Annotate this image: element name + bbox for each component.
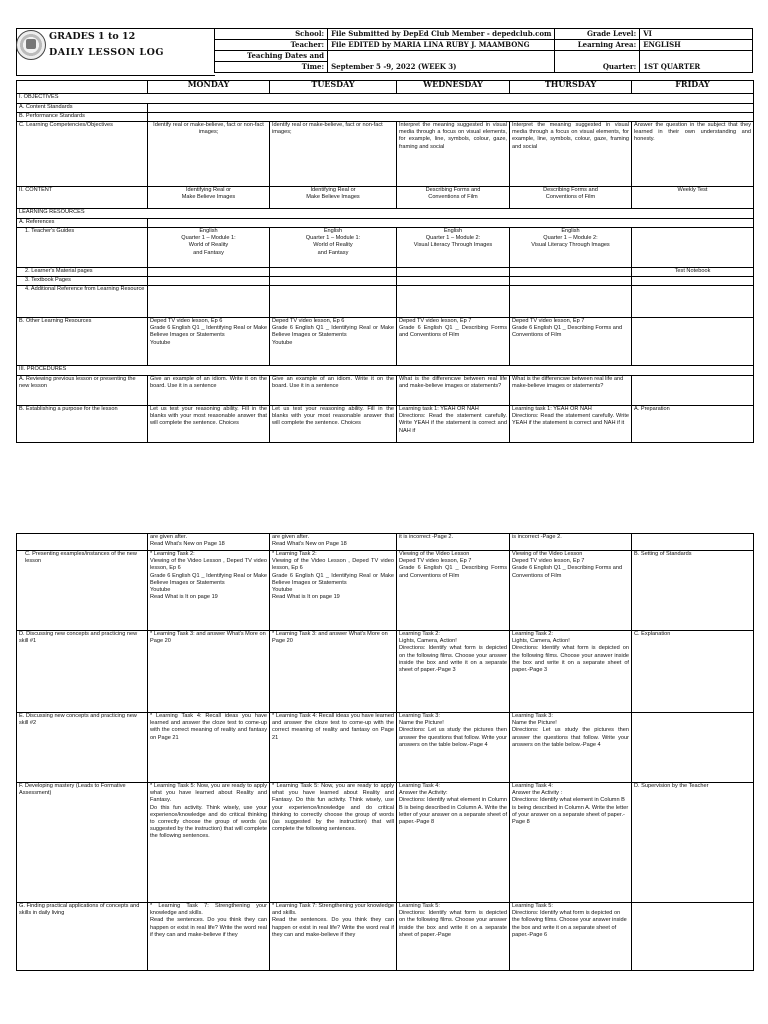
label-content-standards: A. Content Standards bbox=[17, 104, 148, 113]
header-meta-table bbox=[214, 28, 753, 73]
section-procedures: III. PROCEDURES bbox=[17, 366, 754, 376]
tg-thursday: English Quarter 1 – Module 2: Visual Literacy Through Images bbox=[510, 228, 632, 268]
label-learners-material: 2. Learner's Material pages bbox=[17, 268, 148, 277]
proc-f-tuesday: * Learning Task 5: Now, you are ready to apply what you have learned about Reality and Fantasy. Do this fun activity. Think wisely, use your experience/knowledge and do critical thinking to correctly choose the group of words (as suggested by the instruction) that will complete the following sentences. bbox=[270, 783, 397, 903]
proc-f-friday: D. Supervision by the Teacher bbox=[632, 783, 754, 903]
empty-cell bbox=[148, 113, 754, 122]
other-friday bbox=[632, 318, 754, 366]
content-monday: Identifying Real or Make Believe Images bbox=[148, 187, 270, 209]
proc-a-wednesday: What is the differencwe between real life and make-believe images or statements? bbox=[397, 376, 510, 406]
proc-b-monday: Let us test your reasoning ability. Fill in the blanks with your most reasonable answer that will complete the sentence. Choices bbox=[148, 406, 270, 443]
empty-cell bbox=[510, 277, 632, 286]
proc-c-thursday: Viewing of the Video Lesson Deped TV video lesson, Ep 7 Grade 6 English Q1 _ Describing Forms and Conventions of Film bbox=[510, 551, 632, 631]
proc-g-friday bbox=[632, 903, 754, 971]
proc-f-wednesday: Learning Task 4: Answer the Activity: Directions: Identify what element in Column B is being described in Column A. Write the letter of your answer on a separate sheet of paper.-Page 8 bbox=[397, 783, 510, 903]
label-proc-b: B. Establishing a purpose for the lesson bbox=[17, 406, 148, 443]
proc-c-friday: B. Setting of Standards bbox=[632, 551, 754, 631]
proc-b-thursday: Learning task 1: YEAH OR NAH Directions: Read the statement carefully. Write YEAH if the statement is correct and NAH if it bbox=[510, 406, 632, 443]
proc-e-thursday: Learning Task 3: Name the Picture! Directions: Let us study the pictures then answer the questions that follow. Write your answers on the table below.-Page 4 bbox=[510, 713, 632, 783]
day-tuesday: TUESDAY bbox=[270, 81, 397, 94]
content-thursday: Describing Forms and Conventions of Film bbox=[510, 187, 632, 209]
proc-e-tuesday: * Learning Task 4: Recall ideas you have learned and answer the cloze test to come-up with the correct meaning of reality and fantasy on Page 21 bbox=[270, 713, 397, 783]
area-value: ENGLISH bbox=[640, 40, 753, 51]
empty-cell bbox=[632, 286, 754, 318]
day-thursday: THURSDAY bbox=[510, 81, 632, 94]
proc-g-wednesday: Learning Task 5: Directions: Identify what form is depicted on the following films. Choose your answer inside the box and write it on a separate sheet of paper.-Page bbox=[397, 903, 510, 971]
comp-thursday: Interpret the meaning suggested in visual media through a focus on visual elements, for example, line, symbols, colour, gaze, framing and social bbox=[510, 122, 632, 187]
day-monday: MONDAY bbox=[148, 81, 270, 94]
empty-cell bbox=[148, 286, 270, 318]
empty-cell bbox=[148, 268, 270, 277]
label-proc-c: C. Presenting examples/instances of the new lesson bbox=[17, 551, 148, 631]
grade-label: Grade Level: bbox=[555, 29, 640, 40]
empty-cell bbox=[397, 286, 510, 318]
cont-friday bbox=[632, 534, 754, 551]
proc-d-tuesday: * Learning Task 3: and answer What's More on Page 20 bbox=[270, 631, 397, 713]
teacher-value: File EDITED by MARIA LINA RUBY J. MAAMBONG bbox=[328, 40, 555, 51]
comp-wednesday: Interpret the meaning suggested in visual media through a focus on visual elements, for example, line, symbols, colour, gaze, framing and social bbox=[397, 122, 510, 187]
tg-wednesday: English Quarter 1 – Module 2: Visual Literacy Through Images bbox=[397, 228, 510, 268]
empty-cell bbox=[270, 286, 397, 318]
empty-cell bbox=[148, 277, 270, 286]
proc-a-thursday: What is the differencwe between real life and make-believe images or statements? bbox=[510, 376, 632, 406]
proc-b-friday: A. Preparation bbox=[632, 406, 754, 443]
proc-d-wednesday: Learning Task 2: Lights, Camera, Action! Directions: Identify what form is depicted on the following films. Choose your answer inside the box and write it on a separate sheet of paper.-Page 3 bbox=[397, 631, 510, 713]
label-textbook-pages: 3. Textbook Pages bbox=[17, 277, 148, 286]
proc-d-monday: * Learning Task 3: and answer What's More on Page 20 bbox=[148, 631, 270, 713]
proc-g-tuesday: * Learning Task 7: Strengthening your knowledge and skills. Read the sentences. Do you think they can happen or exist in real life? Write the word real if they can and make-believe if they bbox=[270, 903, 397, 971]
proc-c-tuesday: * Learning Task 2: Viewing of the Video Lesson , Deped TV video lesson, Ep 6 Grade 6 English Q1 _ Identifying Real or Make Believe Images or Statements Youtube Read What is It on page 19 bbox=[270, 551, 397, 631]
empty-cell bbox=[510, 268, 632, 277]
proc-a-tuesday: Give an example of an idiom. Write it on the board. Use it in a sentence bbox=[270, 376, 397, 406]
proc-d-friday: C. Explanation bbox=[632, 631, 754, 713]
school-label: School: bbox=[215, 29, 328, 40]
deped-seal-icon bbox=[16, 30, 46, 60]
comp-monday: Identify real or make-believe, fact or non-fact images; bbox=[148, 122, 270, 187]
area-label: Learning Area: bbox=[555, 40, 640, 51]
lesson-log-table-2 bbox=[16, 533, 754, 971]
proc-c-monday: * Learning Task 2: Viewing of the Video Lesson , Deped TV video lesson, Ep 6 Grade 6 English Q1 _ Identifying Real or Make Believe Images or Statements Youtube Read What is It on page 19 bbox=[148, 551, 270, 631]
label-competencies: C. Learning Competencies/Objectives bbox=[17, 122, 148, 187]
proc-f-thursday: Learning Task 4: Answer the Activity : Directions: Identify what element in Column B is being described in Column A. Write the letter of your answer on a separate sheet of paper.-Page 8 bbox=[510, 783, 632, 903]
cont-monday: are given after. Read What's New on Page 18 bbox=[148, 534, 270, 551]
other-tuesday: Deped TV video lesson, Ep 6 Grade 6 English Q1 _ Identifying Real or Make Believe Images or Statements Youtube bbox=[270, 318, 397, 366]
teacher-label: Teacher: bbox=[215, 40, 328, 51]
proc-e-monday: * Learning Task 4: Recall ideas you have learned and answer the cloze test to come-up with the correct meaning of reality and fantasy on Page 21 bbox=[148, 713, 270, 783]
label-performance-standards: B. Performance Standards bbox=[17, 113, 148, 122]
empty-cell bbox=[510, 286, 632, 318]
content-friday: Weekly Test bbox=[632, 187, 754, 209]
quarter-value: 1ST QUARTER bbox=[640, 51, 753, 73]
proc-b-tuesday: Let us test your reasoning ability. Fill in the blanks with your most reasonable answer that will complete the sentence. Choices bbox=[270, 406, 397, 443]
other-monday: Deped TV video lesson, Ep 6 Grade 6 English Q1 _ Identifying Real or Make Believe Images or Statements Youtube bbox=[148, 318, 270, 366]
day-friday: FRIDAY bbox=[632, 81, 754, 94]
proc-f-monday: * Learning Task 5: Now, you are ready to apply what you have learned about Reality and Fantasy. Do this fun activity. Think wisely, use your experience/knowledge and do critical thinking to correctly choose the group of words (as suggested by the instruction) that will complete the following sentences. bbox=[148, 783, 270, 903]
label-references: A. References bbox=[17, 219, 148, 228]
school-value: File Submitted by DepEd Club Member - depedclub.com bbox=[328, 29, 555, 40]
other-thursday: Deped TV video lesson, Ep 7 Grade 6 English Q1 _ Describing Forms and Conventions of Film bbox=[510, 318, 632, 366]
empty-cell bbox=[148, 104, 754, 113]
label-proc-e: E. Discussing new concepts and practicing new skill #2 bbox=[17, 713, 148, 783]
section-resources: LEARNING RESOURCES bbox=[17, 209, 754, 219]
cont-tuesday: are given after. Read What's New on Page 18 bbox=[270, 534, 397, 551]
empty-cell bbox=[270, 277, 397, 286]
tg-monday: English Quarter 1 – Module 1: World of Reality and Fantasy bbox=[148, 228, 270, 268]
empty-cell bbox=[17, 534, 148, 551]
proc-b-wednesday: Learning task 1: YEAH OR NAH Directions: Read the statement carefully. Write YEAH if the statement is correct and NAH if bbox=[397, 406, 510, 443]
label-proc-f: F. Developing mastery (Leads to Formative Assessment) bbox=[17, 783, 148, 903]
dates-value: September 5 -9, 2022 (WEEK 3) bbox=[328, 51, 555, 73]
lm-friday: Test Notebook bbox=[632, 268, 754, 277]
proc-g-monday: * Learning Task 7: Strengthening your knowledge and skills. Read the sentences. Do you think they can happen or exist in real life? Write the word real if they can and make-believe if they bbox=[148, 903, 270, 971]
comp-friday: Answer the question in the subject that they learned in their own understanding and honesty. bbox=[632, 122, 754, 187]
label-additional-reference: 4. Additional Reference from Learning Resource bbox=[17, 286, 148, 318]
time-label: Time: bbox=[215, 62, 328, 73]
empty-cell bbox=[397, 268, 510, 277]
tg-tuesday: English Quarter 1 – Module 1: World of Reality and Fantasy bbox=[270, 228, 397, 268]
proc-a-friday bbox=[632, 376, 754, 406]
content-tuesday: Identifying Real or Make Believe Images bbox=[270, 187, 397, 209]
proc-g-thursday: Learning Task 5: Directions: Identify what form is depicted on the following films. Choose your answer inside the box and write it on a separate sheet of paper.-Page 6 bbox=[510, 903, 632, 971]
empty-cell bbox=[397, 277, 510, 286]
empty-cell bbox=[148, 219, 754, 228]
cont-thursday: is incorrect -Page 2. bbox=[510, 534, 632, 551]
proc-d-thursday: Learning Task 2: Lights, Camera, Action! Directions: Identify what form is depicted on the following films. Choose your answer inside the box and write it on a separate sheet of paper.-Page 3 bbox=[510, 631, 632, 713]
dates-label: Teaching Dates and bbox=[215, 51, 328, 62]
label-proc-g: G. Finding practical applications of concepts and skills in daily living bbox=[17, 903, 148, 971]
label-teachers-guides: 1. Teacher's Guides bbox=[17, 228, 148, 268]
grade-value: VI bbox=[640, 29, 753, 40]
section-objectives: I. OBJECTIVES bbox=[17, 94, 754, 104]
title-dll: DAILY LESSON LOG bbox=[49, 47, 164, 58]
day-wednesday: WEDNESDAY bbox=[397, 81, 510, 94]
comp-tuesday: Identify real or make-believe, fact or non-fact images; bbox=[270, 122, 397, 187]
label-proc-d: D. Discussing new concepts and practicing new skill #1 bbox=[17, 631, 148, 713]
page-2 bbox=[16, 533, 753, 971]
cont-wednesday: it is incorrect -Page 2. bbox=[397, 534, 510, 551]
proc-a-monday: Give an example of an idiom. Write it on the board. Use it in a sentence bbox=[148, 376, 270, 406]
title-grades: GRADES 1 to 12 bbox=[49, 31, 136, 42]
proc-e-friday bbox=[632, 713, 754, 783]
content-wednesday: Describing Forms and Conventions of Film bbox=[397, 187, 510, 209]
empty-cell bbox=[270, 268, 397, 277]
dll-header bbox=[16, 28, 753, 76]
page-1 bbox=[16, 28, 753, 443]
tg-friday bbox=[632, 228, 754, 268]
label-proc-a: A. Reviewing previous lesson or presenting the new lesson bbox=[17, 376, 148, 406]
empty-cell bbox=[632, 277, 754, 286]
corner-cell bbox=[17, 81, 148, 94]
label-other-resources: B. Other Learning Resources bbox=[17, 318, 148, 366]
quarter-label: Quarter: bbox=[555, 51, 640, 73]
label-content: II. CONTENT bbox=[17, 187, 148, 209]
proc-e-wednesday: Learning Task 3: Name the Picture! Directions: Let us study the pictures then answer the questions that follow. Write your answers on the table below.-Page 4 bbox=[397, 713, 510, 783]
proc-c-wednesday: Viewing of the Video Lesson Deped TV video lesson, Ep 7 Grade 6 English Q1 _ Describing Forms and Conventions of Film bbox=[397, 551, 510, 631]
lesson-log-table-1 bbox=[16, 80, 754, 443]
other-wednesday: Deped TV video lesson, Ep 7 Grade 6 English Q1 _ Describing Forms and Conventions of Film bbox=[397, 318, 510, 366]
